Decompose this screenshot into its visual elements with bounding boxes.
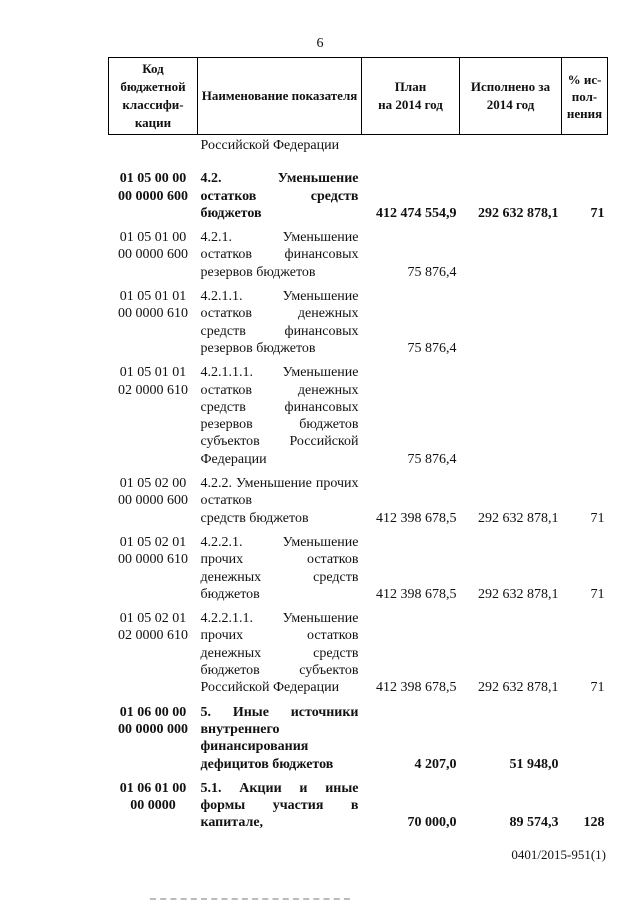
header-executed: Исполнено за 2014 год	[460, 58, 562, 135]
header-code: Код бюджетной классифи-кации	[109, 58, 198, 135]
header-percent: % ис-пол-нения	[562, 58, 608, 135]
row-code: 01 05 02 00 00 0000 600	[118, 476, 188, 509]
row-plan: 4 207,0	[414, 756, 457, 772]
row-name: 4.2.2.1. Уменьшение прочих остатков денежных средств бюджетов	[200, 534, 359, 602]
row-plan: 75 876,4	[407, 451, 457, 467]
row-plan: 75 876,4	[407, 264, 457, 280]
table-row	[109, 532, 608, 608]
table-header-row	[109, 58, 608, 135]
continuation-row	[109, 135, 608, 155]
table-row	[109, 362, 608, 473]
row-percent: 71	[590, 586, 605, 602]
table-row	[109, 702, 608, 778]
page-number: 6	[316, 36, 324, 51]
row-percent: 71	[590, 205, 605, 221]
row-name: 4.2.1.1.1. Уменьшение остатков денежных средств финансовых резервов бюджетов субъектов Российской Федерации	[200, 365, 359, 467]
row-code: 01 05 01 01 02 0000 610	[118, 365, 188, 398]
row-code: 01 05 02 01 02 0000 610	[118, 611, 188, 644]
row-code: 01 05 01 01 00 0000 610	[118, 289, 188, 322]
row-name: 5.1. Акции и иные формы участия в капитале,	[200, 780, 359, 831]
table-row	[109, 286, 608, 362]
row-percent: 128	[583, 815, 605, 831]
table-row	[109, 608, 608, 701]
row-percent	[562, 362, 608, 473]
row-percent	[562, 702, 608, 778]
row-code: 01 05 02 01 00 0000 610	[118, 534, 188, 568]
footer-scan-marks	[150, 898, 350, 902]
table-row	[109, 227, 608, 286]
row-executed: 292 632 878,1	[478, 680, 559, 696]
header-plan: План на 2014 год	[362, 58, 460, 135]
row-executed	[460, 362, 562, 473]
row-plan: 70 000,0	[407, 815, 457, 831]
row-name: 4.2.2. Уменьшение прочих остатков средств бюджетов	[200, 476, 359, 526]
row-executed	[460, 227, 562, 286]
continuation-text: Российской Федерации	[200, 138, 340, 153]
header-name: Наименование показателя	[198, 58, 362, 135]
table-row	[109, 778, 608, 837]
row-percent: 71	[590, 510, 605, 526]
row-name: 4.2.2.1.1. Уменьшение прочих остатков денежных средств бюджетов субъектов Российской Федерации	[200, 611, 359, 696]
row-executed: 51 948,0	[509, 756, 559, 772]
row-name: 5. Иные источники внутреннего финансирования дефицитов бюджетов	[200, 704, 359, 772]
row-plan: 412 398 678,5	[376, 586, 457, 602]
row-percent	[562, 286, 608, 362]
row-code: 01 05 00 00 00 0000 600	[118, 171, 188, 204]
table-row	[109, 473, 608, 532]
row-executed: 89 574,3	[509, 815, 559, 831]
row-code: 01 06 00 00 00 0000 000	[118, 704, 188, 737]
table-row	[109, 168, 608, 227]
row-plan: 75 876,4	[407, 340, 457, 356]
row-percent: 71	[590, 680, 605, 696]
row-percent	[562, 227, 608, 286]
row-executed	[460, 286, 562, 362]
row-name: 4.2.1. Уменьшение остатков финансовых резервов бюджетов	[200, 230, 359, 280]
budget-table	[108, 57, 608, 837]
row-plan: 412 398 678,5	[376, 510, 457, 526]
row-name: 4.2.1.1. Уменьшение остатков денежных средств финансовых резервов бюджетов	[200, 289, 359, 356]
row-executed: 292 632 878,1	[478, 586, 559, 602]
row-code: 01 05 01 00 00 0000 600	[118, 230, 188, 263]
row-plan: 412 398 678,5	[376, 680, 457, 696]
document-id: 0401/2015-951(1)	[511, 847, 606, 862]
row-executed: 292 632 878,1	[478, 205, 559, 221]
row-executed: 292 632 878,1	[478, 510, 559, 526]
row-code: 01 06 01 00 00 0000	[119, 780, 187, 814]
row-plan: 412 474 554,9	[376, 205, 457, 221]
row-name: 4.2. Уменьшение остатков средств бюджетов	[200, 171, 359, 221]
